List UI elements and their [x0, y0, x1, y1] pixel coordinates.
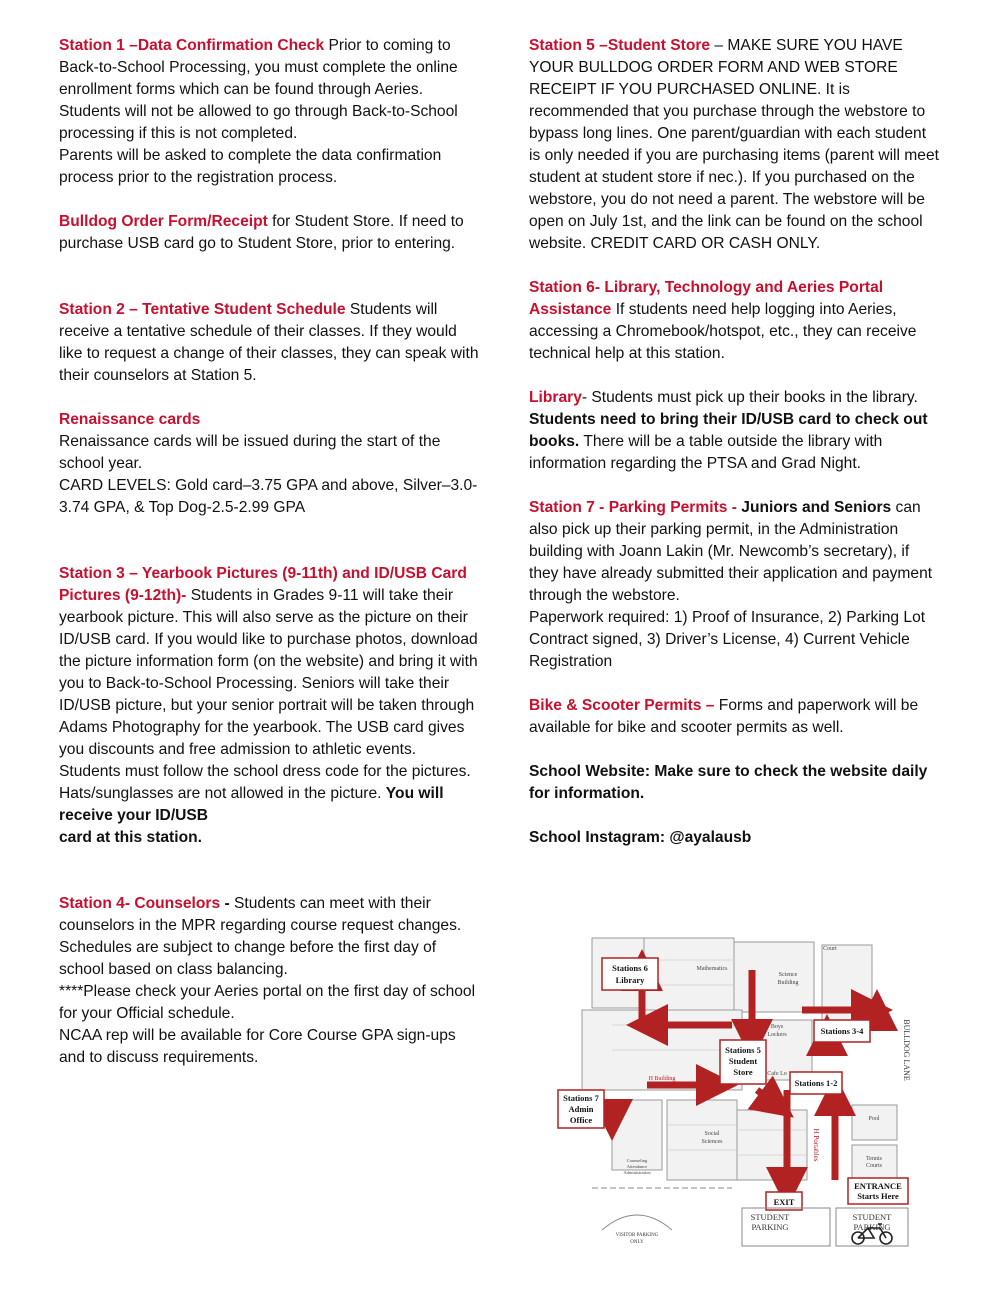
map-h-building-label: H Building	[648, 1076, 676, 1082]
library-paragraph	[529, 387, 939, 475]
station7-bold: Juniors and Seniors	[736, 499, 892, 516]
map-science-label: Science	[778, 972, 798, 978]
renaissance-levels: CARD LEVELS: Gold card–3.75 GPA and above, Silver–3.0-3.74 GPA, & Top Dog-2.5-2.99 GPA	[59, 477, 478, 516]
station7-body: can also pick up their parking permit, in the Administration building with Joann Lakin (Mr. Newcomb’s secretary), if they have already submitted their application and payment through the webstore.	[529, 499, 933, 604]
station1-paragraph	[59, 35, 479, 145]
map-administration-label: Administration	[623, 1170, 651, 1175]
map-social-label: Social	[704, 1131, 720, 1137]
station2-title: Station 2 – Tentative Student Schedule	[59, 301, 346, 318]
map-parking-left: PARKING	[751, 1222, 789, 1232]
station4-note: ****Please check your Aeries portal on the first day of school for your Official schedule.	[59, 983, 476, 1022]
map-stations6-label: Stations 6	[612, 963, 648, 973]
right-column	[529, 35, 939, 849]
station5-paragraph	[529, 35, 939, 255]
station4-paragraph	[59, 893, 479, 981]
map-stations34-label: Stations 3-4	[820, 1026, 864, 1036]
left-column	[59, 35, 479, 1069]
station7-title: Station 7 - Parking Permits -	[529, 499, 737, 516]
station6-paragraph	[529, 277, 939, 365]
station4-ncaa: NCAA rep will be available for Core Course GPA sign-ups and to discuss requirements.	[59, 1027, 456, 1066]
station5-body: – MAKE SURE YOU HAVE YOUR BULLDOG ORDER FORM AND WEB STORE RECEIPT IF YOU PURCHASED ONLINE. It is recommended that you purchase through the webstore to bypass long lines. One parent/guardian with each student is only needed if you are purchasing items (parent will meet student at student store if nec.). If you purchased on the webstore, you do not need a parent. The webstore will be open on July 1st, and the link can be found on the school website. CREDIT CARD OR CASH ONLY.	[529, 37, 939, 252]
map-cafe-label: Cafe Lo	[767, 1071, 787, 1077]
map-tennis-label: Tennis	[866, 1156, 882, 1162]
science-building	[734, 942, 814, 1012]
station3-bold-line2: card at this station.	[59, 829, 202, 846]
bike-body: Forms and paperwork will be available for bike and scooter permits as well.	[529, 697, 919, 736]
station2-paragraph	[59, 299, 479, 387]
map-exit-label: EXIT	[773, 1197, 795, 1207]
station3-bold-line1: You will receive your ID/USB	[59, 785, 444, 824]
station3-paragraph	[59, 563, 479, 849]
station4-dash: -	[220, 895, 230, 912]
map-bulldog-lane-label: BULLDOG LANE	[902, 1019, 911, 1081]
library-bold: Students need to bring their ID/USB card to check out books.	[529, 411, 928, 450]
station6-body: If students need help logging into Aeries, accessing a Chromebook/hotspot, etc., they can receive technical help at this station.	[529, 301, 917, 362]
map-stations7-label: Stations 7	[563, 1093, 599, 1103]
map-store-label: Store	[733, 1067, 753, 1077]
station7-paragraph	[529, 497, 939, 607]
map-parking-right: PARKING	[853, 1222, 891, 1232]
bulldog-body: for Student Store. If need to purchase USB card go to Student Store, prior to entering.	[59, 213, 464, 252]
bike-title: Bike & Scooter Permits –	[529, 697, 715, 714]
map-student-parking-left: STUDENT	[750, 1212, 790, 1222]
map-lockers-label: Lockers	[767, 1032, 787, 1038]
map-counseling-label: Counseling	[626, 1158, 648, 1163]
school-instagram: School Instagram: @ayalausb	[529, 829, 752, 846]
map-student-label: Student	[728, 1056, 758, 1066]
library-body1: - Students must pick up their books in the library.	[581, 389, 918, 406]
h-portables-area	[737, 1110, 807, 1180]
map-admin-label: Admin	[568, 1104, 594, 1114]
map-boys-label: Boys	[770, 1024, 784, 1030]
bulldog-paragraph	[59, 211, 479, 255]
map-building-label: Building	[777, 980, 799, 986]
map-stations12-label: Stations 1-2	[794, 1078, 838, 1088]
station1-body: Prior to coming to Back-to-School Processing, you must complete the online enrollment forms which can be found through Aeries. Students will not be allowed to go through Back-to-School processing if this is not completed.	[59, 37, 458, 142]
map-mathematics-label: Mathematics	[696, 966, 728, 972]
map-courts-label: Courts	[865, 1163, 883, 1169]
map-visitor-only: ONLY	[630, 1240, 644, 1245]
library-title: Library	[529, 389, 582, 406]
map-stations5-label: Stations 5	[725, 1045, 761, 1055]
station3-body: Students in Grades 9-11 will take their yearbook picture. This will also serve as the picture on their ID/USB card. If you would like to purchase photos, download the picture information form (on the website) and bring it with you to Back-to-School Processing. Seniors will take their ID/USB picture, but your senior portrait will be taken through Adams Photography for the yearbook. The USB card gives you discounts and free admission to athletic events. Students must follow the school dress code for the pictures. Hats/sunglasses are not allowed in the picture.	[59, 587, 478, 802]
station1-title: Station 1 –Data Confirmation Check	[59, 37, 325, 54]
station2-body: Students will receive a tentative schedule of their classes. If they would like to request a change of their classes, they can speak with their counselors at Station 5.	[59, 301, 479, 384]
station7-paperwork: Paperwork required: 1) Proof of Insurance, 2) Parking Lot Contract signed, 3) Driver’s License, 4) Current Vehicle Registration	[529, 609, 926, 670]
bike-paragraph	[529, 695, 939, 739]
map-h-portables-label: H Portables	[812, 1128, 820, 1162]
map-student-parking-right: STUDENT	[852, 1212, 892, 1222]
pool	[852, 1105, 897, 1140]
map-starts-here-label: Starts Here	[857, 1191, 899, 1201]
renaissance-body: Renaissance cards will be issued during the start of the school year.	[59, 433, 441, 472]
bulldog-title: Bulldog Order Form/Receipt	[59, 213, 268, 230]
station4-title: Station 4- Counselors	[59, 895, 221, 912]
library-body2: There will be a table outside the library with information regarding the PTSA and Grad Night.	[529, 433, 883, 472]
map-attendance-label: Attendance	[626, 1164, 648, 1169]
map-pool-label: Pool	[868, 1116, 880, 1122]
school-website: School Website: Make sure to check the website daily for information.	[529, 763, 928, 802]
station1-parents: Parents will be asked to complete the data confirmation process prior to the registration process.	[59, 147, 442, 186]
map-court-label: Court	[823, 946, 837, 952]
map-sciences-label: Sciences	[701, 1139, 723, 1145]
map-visitor-parking: VISITOR PARKING	[615, 1233, 659, 1238]
renaissance-title: Renaissance cards	[59, 411, 201, 428]
station3-title: Station 3 – Yearbook Pictures (9-11th) and ID/USB Card Pictures (9-12th)-	[59, 565, 467, 604]
station6-title: Station 6- Library, Technology and Aeries Portal Assistance	[529, 279, 884, 318]
station5-title: Station 5 –Student Store	[529, 37, 711, 54]
campus-map	[552, 930, 912, 1250]
map-library-label: Library	[615, 975, 645, 985]
map-entrance-label: ENTRANCE	[854, 1181, 902, 1191]
station4-body: Students can meet with their counselors in the MPR regarding course request changes. Schedules are subject to change before the first day of school based on class balancing.	[59, 895, 462, 978]
map-office-label: Office	[569, 1115, 593, 1125]
